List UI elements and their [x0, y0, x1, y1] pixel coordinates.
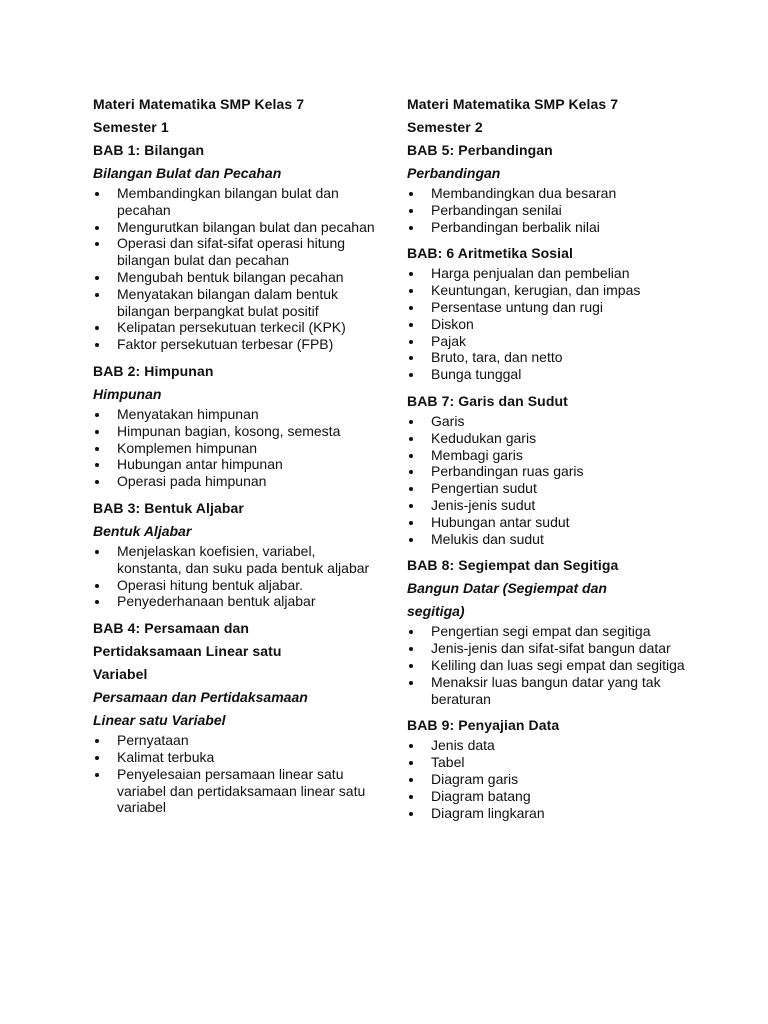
list-item: Kedudukan garis	[407, 430, 697, 447]
topic-heading: Himpunan	[93, 385, 162, 402]
list-item: Operasi dan sifat-sifat operasi hitung bilangan bulat dan pecahan	[93, 235, 383, 269]
chapter-section	[93, 139, 383, 353]
chapter-heading: BAB 8: Segiempat dan Segitiga	[407, 557, 619, 574]
list-item: Diagram garis	[407, 771, 697, 788]
list-item: Perbandingan ruas garis	[407, 463, 697, 480]
chapter-section	[407, 554, 697, 707]
topic-bullet-list	[407, 413, 697, 547]
chapter-section	[93, 617, 383, 816]
chapter-heading: BAB: 6 Aritmetika Sosial	[407, 245, 574, 262]
semester-1-column	[93, 93, 383, 823]
document-title: Materi Matematika SMP Kelas 7	[93, 96, 305, 112]
list-item: Hubungan antar sudut	[407, 514, 697, 531]
topic-bullet-list	[407, 623, 697, 707]
list-item: Hubungan antar himpunan	[93, 456, 383, 473]
topic-bullet-list	[93, 185, 383, 353]
list-item: Diagram batang	[407, 788, 697, 805]
list-item: Melukis dan sudut	[407, 531, 697, 548]
topic-bullet-list	[93, 406, 383, 490]
list-item: Perbandingan berbalik nilai	[407, 219, 697, 236]
semester-label: Semester 1	[93, 119, 169, 135]
list-item: Tabel	[407, 754, 697, 771]
list-item: Perbandingan senilai	[407, 202, 697, 219]
chapter-heading: BAB 5: Perbandingan	[407, 142, 553, 158]
list-item: Diagram lingkaran	[407, 805, 697, 822]
list-item: Kalimat terbuka	[93, 749, 383, 766]
chapter-section	[407, 139, 697, 235]
chapter-heading: BAB 2: Himpunan	[93, 362, 214, 379]
chapter-section	[93, 360, 383, 490]
topic-bullet-list	[93, 543, 383, 610]
list-item: Jenis-jenis sudut	[407, 497, 697, 514]
list-item: Keliling dan luas segi empat dan segitiga	[407, 657, 697, 674]
chapter-heading: Pertidaksamaan Linear satu	[93, 643, 282, 660]
list-item: Menjelaskan koefisien, variabel, konstanta, dan suku pada bentuk aljabar	[93, 543, 383, 577]
chapter-section	[407, 390, 697, 547]
chapter-heading: BAB 3: Bentuk Aljabar	[93, 499, 244, 516]
topic-heading: segitiga)	[407, 603, 465, 620]
list-item: Pajak	[407, 333, 697, 350]
list-item: Kelipatan persekutuan terkecil (KPK)	[93, 319, 383, 336]
topic-heading: Perbandingan	[407, 165, 501, 181]
list-item: Bruto, tara, dan netto	[407, 349, 697, 366]
list-item: Persentase untung dan rugi	[407, 299, 697, 316]
list-item: Menyatakan bilangan dalam bentuk bilangan berpangkat bulat positif	[93, 286, 383, 320]
topic-heading: Linear satu Variabel	[93, 712, 226, 729]
list-item: Penyederhanaan bentuk aljabar	[93, 593, 383, 610]
topic-bullet-list	[407, 185, 697, 235]
list-item: Menyatakan himpunan	[93, 406, 383, 423]
list-item: Pengertian sudut	[407, 480, 697, 497]
list-item: Jenis-jenis dan sifat-sifat bangun datar	[407, 640, 697, 657]
list-item: Penyelesaian persamaan linear satu variabel dan pertidaksamaan linear satu variabel	[93, 766, 383, 816]
list-item: Operasi hitung bentuk aljabar.	[93, 577, 383, 594]
list-item: Operasi pada himpunan	[93, 473, 383, 490]
chapter-section	[407, 714, 697, 821]
list-item: Pengertian segi empat dan segitiga	[407, 623, 697, 640]
list-item: Jenis data	[407, 737, 697, 754]
chapter-heading: BAB 1: Bilangan	[93, 142, 205, 158]
semester-label: Semester 2	[407, 119, 483, 135]
list-item: Faktor persekutuan terbesar (FPB)	[93, 336, 383, 353]
list-item: Mengubah bentuk bilangan pecahan	[93, 269, 383, 286]
chapter-heading: BAB 9: Penyajian Data	[407, 717, 560, 734]
topic-bullet-list	[407, 737, 697, 821]
list-item: Menaksir luas bangun datar yang tak beraturan	[407, 674, 697, 708]
list-item: Himpunan bagian, kosong, semesta	[93, 423, 383, 440]
list-item: Membandingkan dua besaran	[407, 185, 697, 202]
topic-heading: Bangun Datar (Segiempat dan	[407, 580, 607, 597]
list-item: Membagi garis	[407, 447, 697, 464]
chapter-section	[407, 242, 697, 383]
topic-bullet-list	[407, 265, 697, 383]
topic-heading: Bilangan Bulat dan Pecahan	[93, 165, 282, 181]
semester-2-column	[407, 93, 697, 828]
topic-heading: Bentuk Aljabar	[93, 522, 192, 539]
chapter-section	[93, 497, 383, 610]
list-item: Keuntungan, kerugian, dan impas	[407, 282, 697, 299]
chapter-heading: BAB 7: Garis dan Sudut	[407, 392, 568, 409]
topic-bullet-list	[93, 732, 383, 816]
chapter-list	[93, 139, 383, 816]
list-item: Garis	[407, 413, 697, 430]
list-item: Harga penjualan dan pembelian	[407, 265, 697, 282]
list-item: Pernyataan	[93, 732, 383, 749]
list-item: Mengurutkan bilangan bulat dan pecahan	[93, 219, 383, 236]
chapter-list	[407, 139, 697, 821]
topic-heading: Persamaan dan Pertidaksamaan	[93, 689, 308, 706]
chapter-heading: Variabel	[93, 666, 148, 683]
list-item: Membandingkan bilangan bulat dan pecahan	[93, 185, 383, 219]
list-item: Bunga tunggal	[407, 366, 697, 383]
chapter-heading: BAB 4: Persamaan dan	[93, 620, 250, 637]
list-item: Komplemen himpunan	[93, 440, 383, 457]
list-item: Diskon	[407, 316, 697, 333]
document-title: Materi Matematika SMP Kelas 7	[407, 96, 619, 112]
